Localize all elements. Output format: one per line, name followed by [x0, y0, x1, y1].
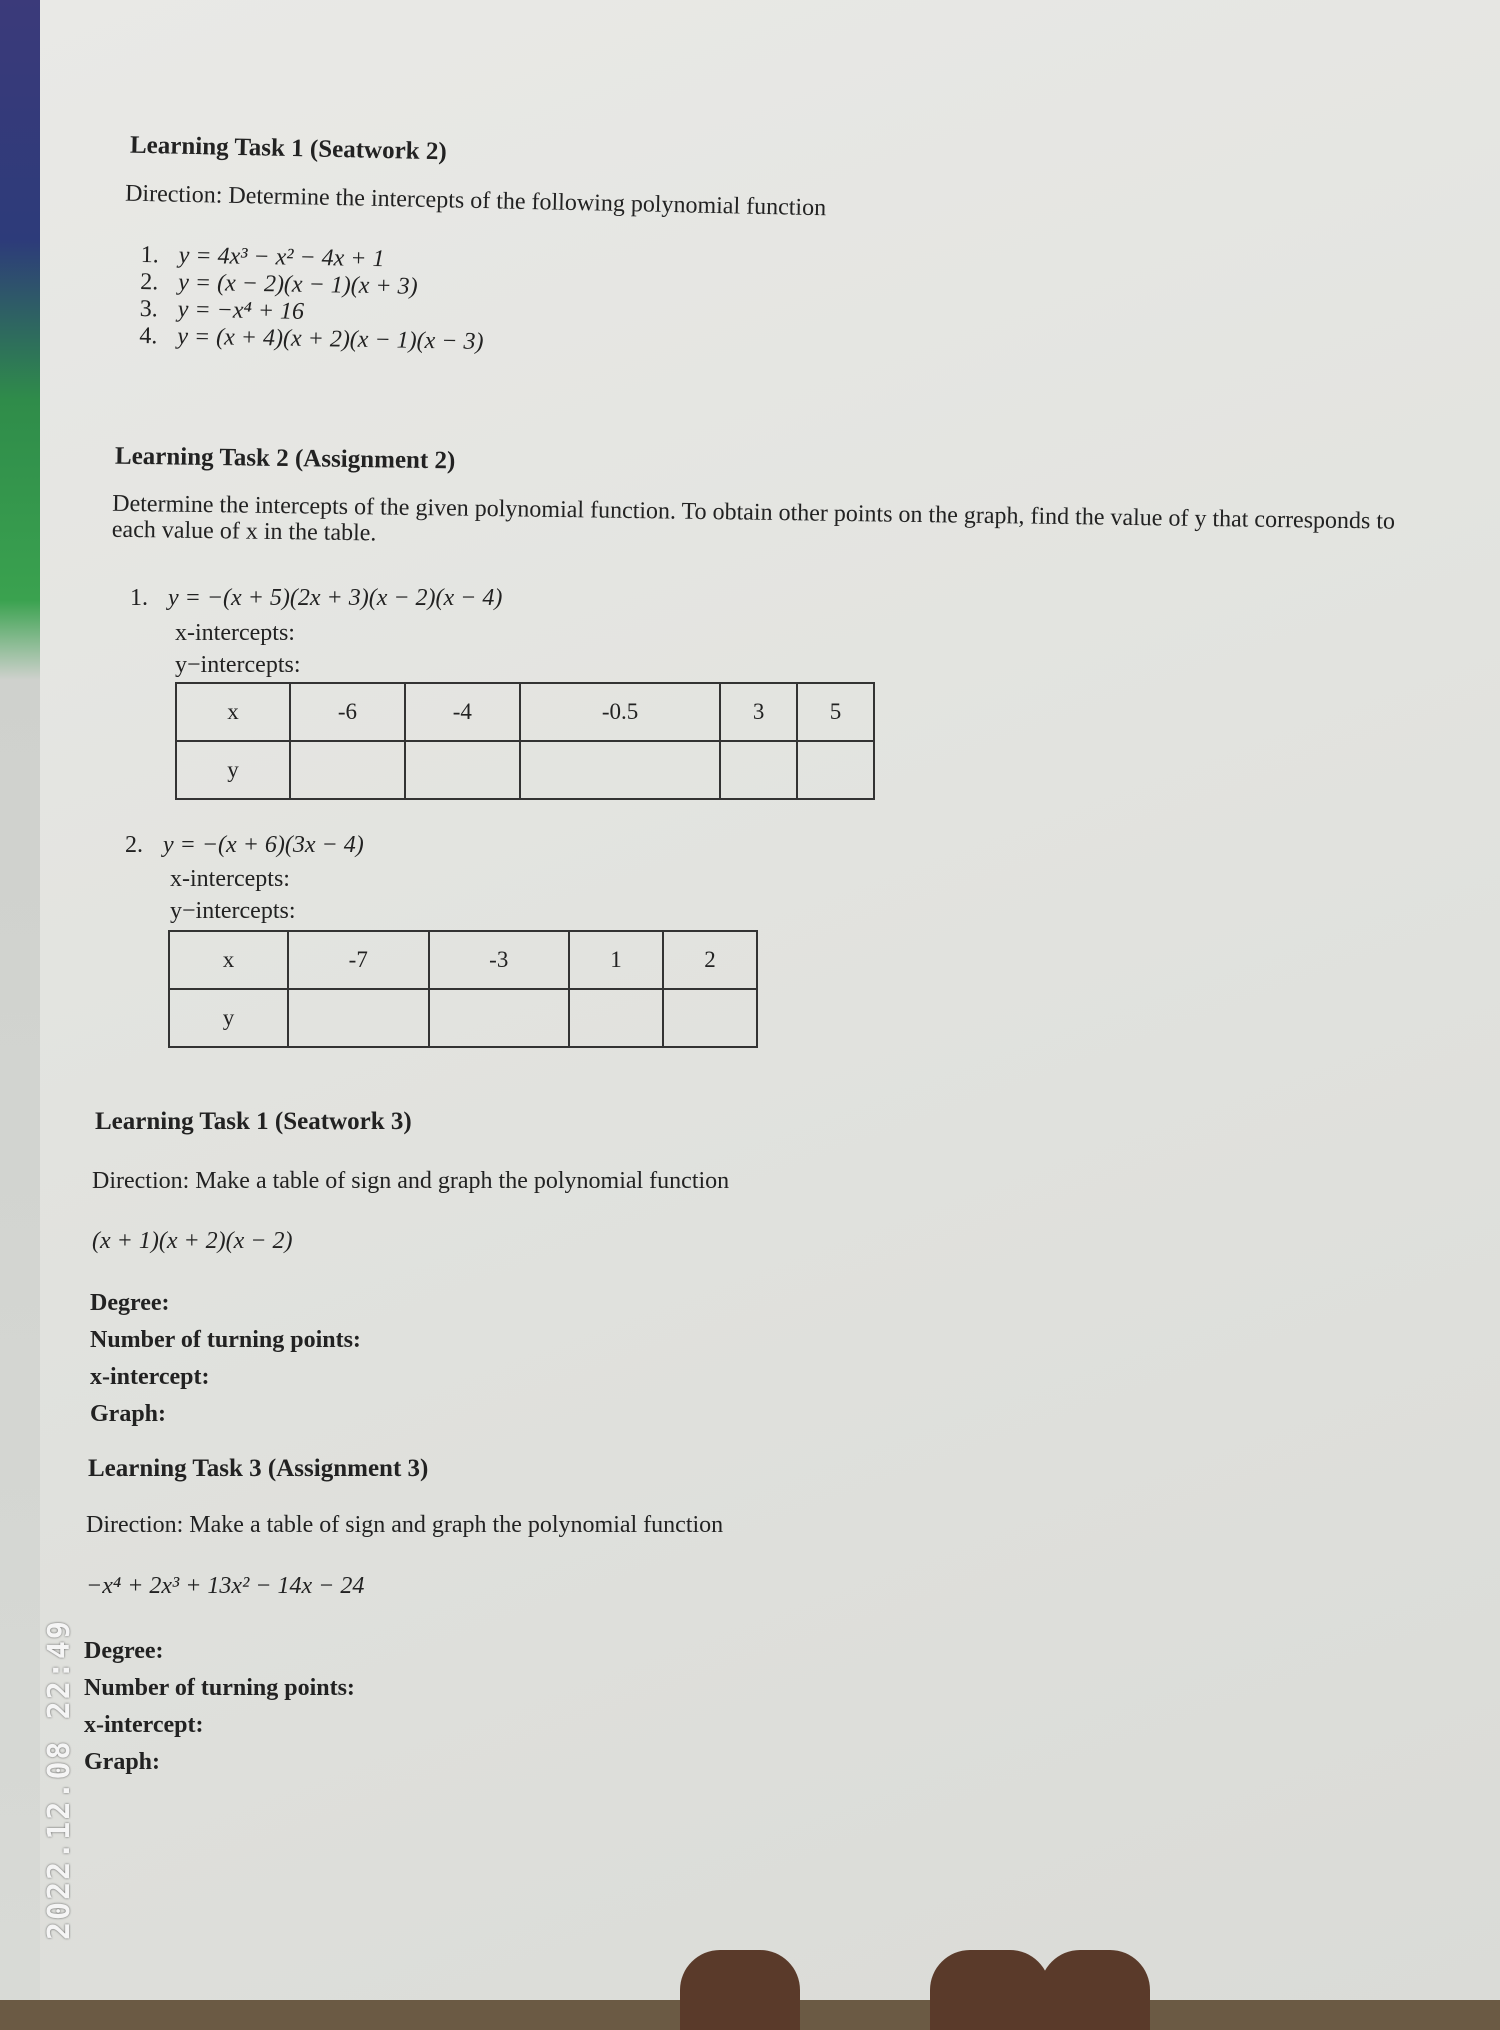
graph-label: Graph:: [84, 1749, 161, 1775]
seatwork3-direction: Direction: Make a table of sign and graph the polynomial function: [92, 1168, 730, 1194]
problem2-y-intercepts: y−intercepts:: [170, 898, 296, 924]
problem1-equation: 1. y = −(x + 5)(2x + 3)(x − 2)(x − 4): [130, 585, 503, 611]
degree-label: Degree:: [84, 1638, 164, 1664]
problem2-x-intercepts: x-intercepts:: [170, 866, 290, 892]
seatwork2-list: [139, 242, 485, 356]
table-cell[interactable]: [288, 989, 429, 1047]
assignment3-title: Learning Task 3 (Assignment 3): [88, 1455, 429, 1482]
table-header-x: x: [176, 683, 290, 741]
table-cell[interactable]: [720, 741, 797, 799]
table-cell: -6: [290, 683, 405, 741]
graph-label: Graph:: [90, 1401, 167, 1427]
turning-points-label: Number of turning points:: [84, 1675, 355, 1701]
problem1-x-intercepts: x-intercepts:: [175, 620, 295, 646]
assignment3-fields: [84, 1633, 355, 1781]
assignment3-direction: Direction: Make a table of sign and graph the polynomial function: [86, 1512, 724, 1538]
photo-timestamp: 2022.12.08 22:49: [42, 1619, 77, 1940]
table-cell: 3: [720, 683, 797, 741]
assignment2-direction: Determine the intercepts of the given polynomial function. To obtain other points on the graph, find the value of y that corresponds to each value of x in the table.: [111, 490, 1396, 547]
worksheet-page: [40, 0, 1500, 2000]
problem1-y-intercepts: y−intercepts:: [175, 652, 301, 678]
table-cell: 5: [797, 683, 874, 741]
degree-label: Degree:: [90, 1290, 170, 1316]
table-row: [176, 741, 874, 799]
list-item: 2. y = (x − 2)(x − 1)(x + 3): [140, 269, 418, 300]
table-row: [169, 989, 757, 1047]
table-cell[interactable]: [569, 989, 663, 1047]
table-header-x: x: [169, 931, 288, 989]
table-cell[interactable]: [663, 989, 757, 1047]
seatwork2-title: Learning Task 1 (Seatwork 2): [129, 131, 447, 166]
table-header-y: y: [169, 989, 288, 1047]
list-item: 1. y = 4x³ − x² − 4x + 1: [140, 242, 385, 273]
x-intercept-label: x-intercept:: [84, 1712, 204, 1738]
turning-points-label: Number of turning points:: [90, 1327, 361, 1353]
table-cell[interactable]: [290, 741, 405, 799]
assignment2-title: Learning Task 2 (Assignment 2): [114, 442, 456, 475]
finger-shadow: [1040, 1950, 1150, 2030]
x-intercept-label: x-intercept:: [90, 1364, 210, 1390]
table-cell: -0.5: [520, 683, 720, 741]
table-cell[interactable]: [520, 741, 720, 799]
table-cell: 2: [663, 931, 757, 989]
table-cell: -3: [429, 931, 570, 989]
problem2-equation: 2. y = −(x + 6)(3x − 4): [125, 832, 364, 858]
table-cell[interactable]: [429, 989, 570, 1047]
table-row: [169, 931, 757, 989]
list-item: 3. y = −x⁴ + 16: [139, 295, 305, 325]
table-cell: 1: [569, 931, 663, 989]
list-item: 4. y = (x + 4)(x + 2)(x − 1)(x − 3): [139, 322, 484, 355]
problem2-table: [168, 930, 758, 1048]
seatwork3-title: Learning Task 1 (Seatwork 3): [95, 1108, 412, 1135]
table-cell: -7: [288, 931, 429, 989]
problem1-table: [175, 682, 875, 800]
seatwork3-fields: [90, 1285, 361, 1433]
finger-shadow: [930, 1950, 1050, 2030]
seatwork3-function: (x + 1)(x + 2)(x − 2): [92, 1228, 293, 1254]
finger-shadow: [680, 1950, 800, 2030]
seatwork2-direction: Direction: Determine the intercepts of the following polynomial function: [124, 180, 827, 222]
table-cell: -4: [405, 683, 520, 741]
table-cell[interactable]: [797, 741, 874, 799]
table-row: [176, 683, 874, 741]
table-header-y: y: [176, 741, 290, 799]
assignment3-function: −x⁴ + 2x³ + 13x² − 14x − 24: [86, 1573, 365, 1599]
table-cell[interactable]: [405, 741, 520, 799]
